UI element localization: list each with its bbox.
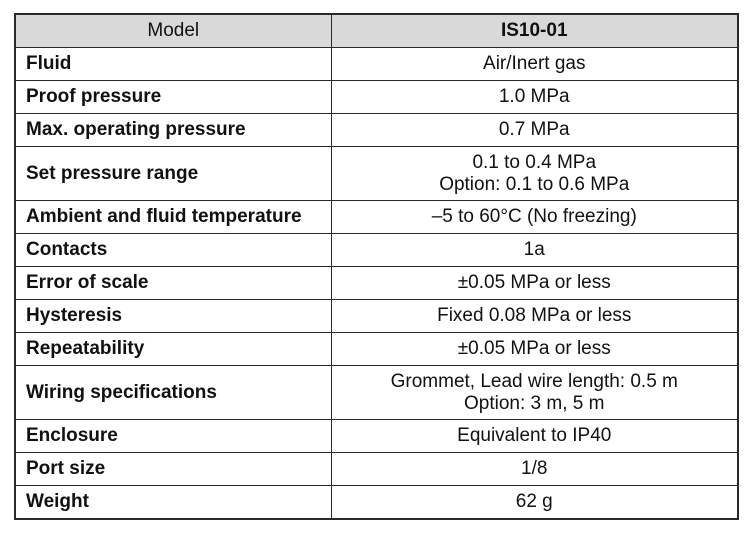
spec-label: Contacts [15,234,331,267]
spec-value-line: 0.7 MPa [498,119,570,140]
spec-value [331,81,738,114]
spec-value-line: Equivalent to IP40 [457,425,612,446]
table-row [15,48,738,81]
model-name: IS10-01 [331,14,738,48]
spec-value-line: Option: 0.1 to 0.6 MPa [439,173,630,195]
table-row [15,81,738,114]
table-row [15,420,738,453]
spec-value-line: Grommet, Lead wire length: 0.5 m [390,370,678,392]
spec-label: Fluid [15,48,331,81]
spec-label: Proof pressure [15,81,331,114]
spec-label: Weight [15,486,331,520]
table-row [15,234,738,267]
spec-value [331,147,738,201]
table-row [15,486,738,520]
spec-value [331,420,738,453]
table-row [15,147,738,201]
table-header-row [15,14,738,48]
table-row [15,267,738,300]
spec-value [331,300,738,333]
spec-value [331,48,738,81]
spec-value [331,234,738,267]
model-label: Model [15,14,331,48]
spec-label: Max. operating pressure [15,114,331,147]
spec-value-line: 1a [523,239,545,260]
spec-label: Port size [15,453,331,486]
spec-value [331,267,738,300]
spec-value-line: ±0.05 MPa or less [457,272,611,293]
spec-label: Repeatability [15,333,331,366]
specifications-body [15,48,738,520]
spec-value [331,114,738,147]
spec-label: Wiring specifications [15,366,331,420]
table-row [15,114,738,147]
spec-label: Error of scale [15,267,331,300]
spec-value-line: Air/Inert gas [483,53,586,74]
spec-label: Set pressure range [15,147,331,201]
table-row [15,201,738,234]
spec-value [331,453,738,486]
spec-value [331,333,738,366]
spec-value-line: –5 to 60°C (No freezing) [431,206,637,227]
spec-value [331,366,738,420]
spec-value [331,201,738,234]
table-row [15,453,738,486]
table-row [15,333,738,366]
spec-value-line: ±0.05 MPa or less [457,338,611,359]
spec-label: Ambient and fluid temperature [15,201,331,234]
spec-label: Enclosure [15,420,331,453]
specifications-table [14,13,739,520]
spec-value-line: Fixed 0.08 MPa or less [437,305,632,326]
spec-value [331,486,738,520]
table-row [15,300,738,333]
table-row [15,366,738,420]
spec-value-line: 62 g [515,491,553,512]
spec-label: Hysteresis [15,300,331,333]
spec-value-line: 0.1 to 0.4 MPa [472,151,597,173]
spec-value-line: Option: 3 m, 5 m [464,392,605,414]
spec-value-line: 1/8 [521,458,548,479]
spec-value-line: 1.0 MPa [498,86,570,107]
